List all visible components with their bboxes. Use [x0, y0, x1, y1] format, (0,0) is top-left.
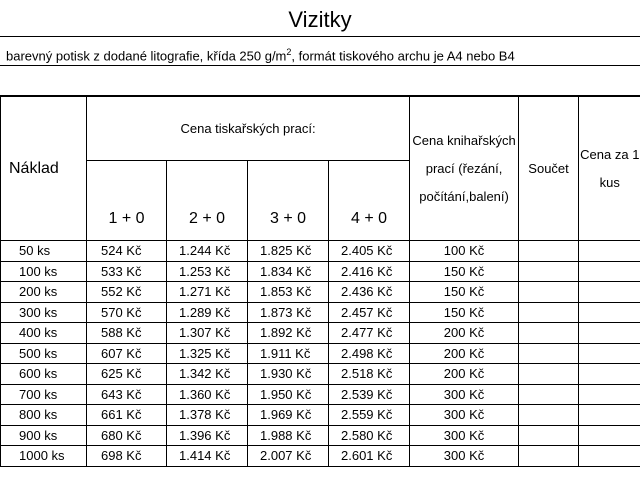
header-1-0: 1 + 0	[87, 161, 167, 241]
cell-soucet	[519, 364, 579, 385]
subtitle	[0, 36, 640, 66]
cell-price-1-0: 661 Kč	[87, 405, 167, 426]
header-cena-za-kus: Cena za 1 kus	[579, 97, 640, 241]
cell-price-4-0: 2.518 Kč	[329, 364, 410, 385]
cell-price-3-0: 1.930 Kč	[248, 364, 329, 385]
cell-knih: 100 Kč	[410, 241, 519, 262]
blank-row	[0, 66, 640, 96]
table-row	[1, 446, 640, 467]
cell-price-4-0: 2.477 Kč	[329, 323, 410, 344]
cell-cena-za-kus	[579, 405, 640, 426]
header-4-0: 4 + 0	[329, 161, 410, 241]
cell-price-1-0: 570 Kč	[87, 302, 167, 323]
table-row	[1, 405, 640, 426]
cell-price-4-0: 2.416 Kč	[329, 261, 410, 282]
cell-price-4-0: 2.580 Kč	[329, 425, 410, 446]
cell-price-3-0: 1.834 Kč	[248, 261, 329, 282]
cell-soucet	[519, 282, 579, 303]
cell-naklad: 100 ks	[1, 261, 87, 282]
cell-naklad: 200 ks	[1, 282, 87, 303]
cell-knih: 150 Kč	[410, 302, 519, 323]
cell-price-4-0: 2.539 Kč	[329, 384, 410, 405]
cell-cena-za-kus	[579, 323, 640, 344]
cell-knih: 300 Kč	[410, 405, 519, 426]
cell-cena-za-kus	[579, 364, 640, 385]
cell-cena-za-kus	[579, 241, 640, 262]
table-row	[1, 323, 640, 344]
cell-cena-za-kus	[579, 425, 640, 446]
cell-naklad: 500 ks	[1, 343, 87, 364]
cell-soucet	[519, 241, 579, 262]
cell-soucet	[519, 425, 579, 446]
cell-price-1-0: 680 Kč	[87, 425, 167, 446]
header-naklad: Náklad	[1, 97, 87, 241]
cell-soucet	[519, 302, 579, 323]
cell-price-3-0: 2.007 Kč	[248, 446, 329, 467]
cell-cena-za-kus	[579, 282, 640, 303]
cell-soucet	[519, 323, 579, 344]
cell-price-1-0: 533 Kč	[87, 261, 167, 282]
cell-cena-za-kus	[579, 384, 640, 405]
cell-soucet	[519, 405, 579, 426]
cell-naklad: 1000 ks	[1, 446, 87, 467]
cell-price-2-0: 1.325 Kč	[167, 343, 248, 364]
cell-price-2-0: 1.244 Kč	[167, 241, 248, 262]
cell-price-3-0: 1.825 Kč	[248, 241, 329, 262]
cell-price-3-0: 1.911 Kč	[248, 343, 329, 364]
cell-knih: 150 Kč	[410, 261, 519, 282]
cell-naklad: 600 ks	[1, 364, 87, 385]
cell-price-4-0: 2.457 Kč	[329, 302, 410, 323]
cell-knih: 150 Kč	[410, 282, 519, 303]
cell-price-2-0: 1.271 Kč	[167, 282, 248, 303]
cell-price-4-0: 2.601 Kč	[329, 446, 410, 467]
cell-price-3-0: 1.969 Kč	[248, 405, 329, 426]
subtitle-rest: , formát tiskového archu je A4 nebo B4	[291, 48, 515, 64]
cell-soucet	[519, 384, 579, 405]
cell-naklad: 50 ks	[1, 241, 87, 262]
header-2-0: 2 + 0	[167, 161, 248, 241]
cell-soucet	[519, 343, 579, 364]
header-cena-tisk: Cena tiskařských prací:	[87, 97, 410, 161]
cell-price-2-0: 1.289 Kč	[167, 302, 248, 323]
cell-price-4-0: 2.498 Kč	[329, 343, 410, 364]
header-3-0: 3 + 0	[248, 161, 329, 241]
table-row	[1, 261, 640, 282]
cell-price-1-0: 643 Kč	[87, 384, 167, 405]
cell-knih: 200 Kč	[410, 343, 519, 364]
table-row	[1, 343, 640, 364]
cell-naklad: 800 ks	[1, 405, 87, 426]
cell-knih: 300 Kč	[410, 384, 519, 405]
cell-price-2-0: 1.360 Kč	[167, 384, 248, 405]
cell-price-3-0: 1.988 Kč	[248, 425, 329, 446]
cell-soucet	[519, 261, 579, 282]
cell-price-3-0: 1.950 Kč	[248, 384, 329, 405]
cell-cena-za-kus	[579, 302, 640, 323]
cell-naklad: 400 ks	[1, 323, 87, 344]
cell-cena-za-kus	[579, 343, 640, 364]
cell-price-1-0: 607 Kč	[87, 343, 167, 364]
table-row	[1, 384, 640, 405]
cell-knih: 300 Kč	[410, 446, 519, 467]
cell-price-2-0: 1.307 Kč	[167, 323, 248, 344]
cell-naklad: 300 ks	[1, 302, 87, 323]
table-row	[1, 302, 640, 323]
cell-price-1-0: 524 Kč	[87, 241, 167, 262]
subtitle-main: barevný potisk z dodané litografie, křída 250 g/m	[6, 48, 287, 64]
table-row	[1, 364, 640, 385]
table-row	[1, 282, 640, 303]
cell-price-4-0: 2.436 Kč	[329, 282, 410, 303]
cell-price-3-0: 1.873 Kč	[248, 302, 329, 323]
cell-price-2-0: 1.396 Kč	[167, 425, 248, 446]
cell-price-4-0: 2.405 Kč	[329, 241, 410, 262]
subtitle-superscript: 2	[286, 47, 292, 57]
table-row	[1, 425, 640, 446]
cell-price-2-0: 1.414 Kč	[167, 446, 248, 467]
header-soucet: Součet	[519, 97, 579, 241]
cell-price-1-0: 698 Kč	[87, 446, 167, 467]
cell-price-3-0: 1.892 Kč	[248, 323, 329, 344]
header-cena-knih: Cena knihařských prací (řezání, počítání,balení)	[410, 97, 519, 241]
cell-cena-za-kus	[579, 446, 640, 467]
cell-price-4-0: 2.559 Kč	[329, 405, 410, 426]
cell-knih: 200 Kč	[410, 323, 519, 344]
cell-knih: 300 Kč	[410, 425, 519, 446]
cell-soucet	[519, 446, 579, 467]
price-table	[0, 96, 640, 467]
cell-knih: 200 Kč	[410, 364, 519, 385]
table-row	[1, 241, 640, 262]
cell-price-1-0: 588 Kč	[87, 323, 167, 344]
cell-price-1-0: 552 Kč	[87, 282, 167, 303]
cell-price-3-0: 1.853 Kč	[248, 282, 329, 303]
cell-price-2-0: 1.342 Kč	[167, 364, 248, 385]
cell-naklad: 900 ks	[1, 425, 87, 446]
page-title: Vizitky	[288, 7, 352, 32]
cell-price-2-0: 1.378 Kč	[167, 405, 248, 426]
cell-naklad: 700 ks	[1, 384, 87, 405]
cell-price-2-0: 1.253 Kč	[167, 261, 248, 282]
cell-cena-za-kus	[579, 261, 640, 282]
cell-price-1-0: 625 Kč	[87, 364, 167, 385]
